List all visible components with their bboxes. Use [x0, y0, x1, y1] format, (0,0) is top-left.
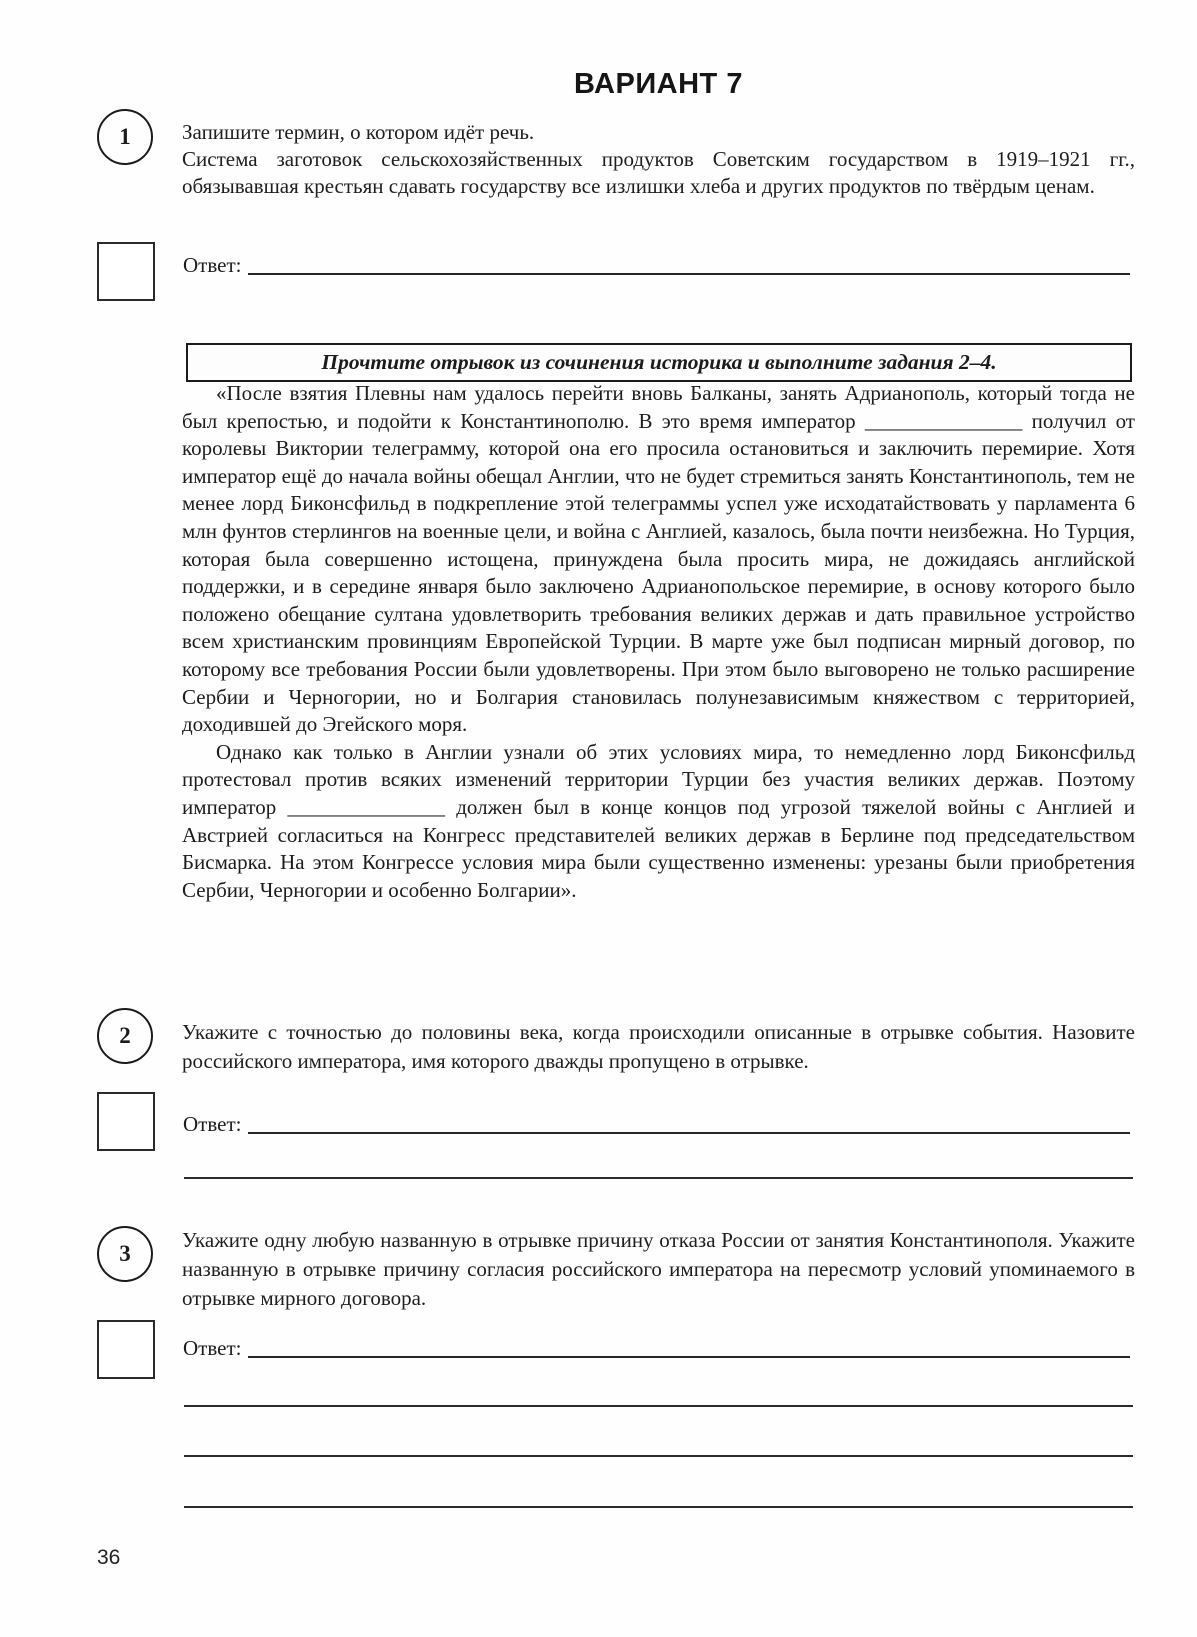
question-1-score-box[interactable] [97, 242, 155, 301]
reading-instruction-text: Прочтите отрывок из сочинения историка и выполните задания 2–4. [321, 350, 997, 374]
question-3-number-badge [97, 1226, 153, 1282]
question-1-answer-blank[interactable] [248, 273, 1130, 275]
answer-label: Ответ: [183, 1112, 242, 1136]
question-3-answer-row [183, 1336, 1130, 1361]
question-2-text: Укажите с точностью до половины века, когда происходили описанные в отрывке события. Назовите российского императора, имя которого дважды пропущено в отрывке. [182, 1020, 1135, 1073]
question-1-number: 1 [119, 124, 131, 149]
answer-label: Ответ: [183, 253, 242, 277]
question-2-score-box[interactable] [97, 1092, 155, 1151]
question-3-score-box[interactable] [97, 1320, 155, 1379]
question-1-answer-row [183, 253, 1130, 278]
question-3-answer-blank[interactable] [248, 1356, 1130, 1358]
question-2-answer-continuation-line[interactable] [184, 1177, 1133, 1179]
question-1-body: Система заготовок сельскохозяйственных продуктов Советским государством в 1919–1921 гг., обязывавшая крестьян сдавать государству все излишки хлеба и других продуктов по твёрдым ценам. [182, 147, 1135, 198]
question-2-number: 2 [119, 1023, 131, 1048]
excerpt-text [182, 380, 1135, 904]
excerpt-paragraph-2: Однако как только в Англии узнали об этих условиях мира, то немедленно лорд Биконсфильд протестовал против всяких изменений территории Турции без участия великих держав. Поэтому император _______________ должен был в конце концов под угрозой тяжелой войны с Англией и Австрией согласиться на Конгресс представителей великих держав в Берлине под председательством Бисмарка. На этом Конгрессе условия мира были существенно изменены: урезаны были приобретения Сербии, Черногории и особенно Болгарии». [182, 739, 1135, 902]
question-3-answer-continuation-line[interactable] [184, 1506, 1133, 1508]
question-1-prompt: Запишите термин, о котором идёт речь. [182, 120, 535, 144]
excerpt-paragraph-1: «После взятия Плевны нам удалось перейти вновь Балканы, занять Адрианополь, который тогда не был крепостью, и подойти к Константинополю. В это время император _______________ получил от королевы Виктории телеграмму, которой она его просила остановиться и заключить перемирие. Хотя император ещё до начала войны обещал Англии, что не будет стремиться занять Константинополь, тем не менее лорд Биконсфильд в подкрепление этой телеграммы успел уже исходатайствовать у парламента 6 млн фунтов стерлингов на военные цели, и война с Англией, казалось, была почти неизбежна. Но Турция, которая была совершенно истощена, принуждена была просить мира, не дожидаясь английской поддержки, и в середине января было заключено Адрианопольское перемирие, в основу которого было положено обещание султана удовлетворить требования великих держав и дать правильное устройство всем христианским провинциям Европейской Турции. В марте уже был подписан мирный договор, по которому все требования России были удовлетворены. При этом было выговорено не только расширение Сербии и Черногории, но и Болгария становилась полунезависимым княжеством с территорией, доходившей до Эгейского моря. [182, 381, 1135, 737]
question-2-answer-row [183, 1112, 1130, 1137]
question-1-text [182, 119, 1135, 200]
page-title: ВАРИАНТ 7 [574, 68, 743, 100]
answer-label: Ответ: [183, 1336, 242, 1360]
question-3-answer-continuation-line[interactable] [184, 1405, 1133, 1407]
question-2-answer-blank[interactable] [248, 1132, 1130, 1134]
question-1-number-badge [97, 109, 153, 165]
question-3-number: 3 [119, 1241, 131, 1266]
question-3-answer-continuation-line[interactable] [184, 1455, 1133, 1457]
reading-instruction-box [186, 343, 1132, 382]
question-3-text: Укажите одну любую названную в отрывке причину отказа России от занятия Константинополя. Укажите названную в отрывке причину согласия российского императора на пересмотр условий упоминаемого в отрывке мирного договора. [182, 1228, 1135, 1310]
question-2-number-badge [97, 1008, 153, 1064]
page-number: 36 [97, 1546, 121, 1569]
